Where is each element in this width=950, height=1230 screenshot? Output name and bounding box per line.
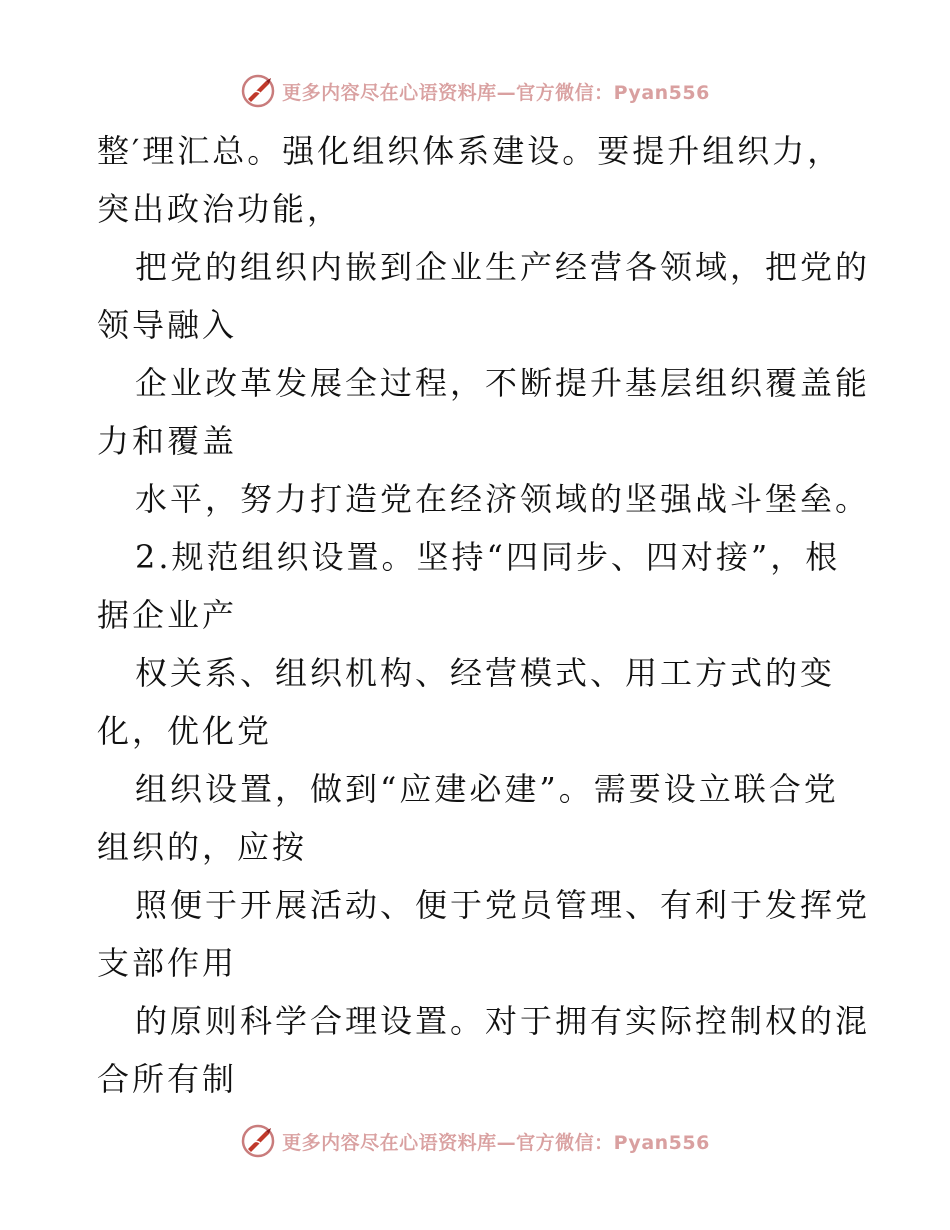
body-line-17: 合所有制 [97, 1060, 238, 1098]
body-line-11: 化，优化党 [97, 712, 273, 750]
watermark-text: 更多内容尽在心语资料库—官方微信：Pyan556 [282, 1131, 710, 1154]
body-line-14: 照便于开展活动、便于党员管理、有利于发挥党 [135, 886, 871, 924]
header-watermark [0, 71, 950, 111]
body-line-9: 据企业产 [97, 596, 238, 634]
watermark-logo-icon [240, 73, 276, 109]
body-line-10: 权关系、组织机构、经营模式、用工方式的变 [135, 654, 836, 692]
body-line-1: 整′理汇总。强化组织体系建设。要提升组织力， [97, 132, 843, 170]
body-line-16: 的原则科学合理设置。对于拥有实际控制权的混 [135, 1002, 871, 1040]
body-line-7: 水平，努力打造党在经济领域的坚强战斗堡垒。 [135, 480, 871, 518]
body-line-12: 组织设置，做到“应建必建”。需要设立联合党 [135, 770, 839, 808]
footer-watermark [0, 1121, 950, 1161]
body-line-2: 突出政治功能， [97, 190, 343, 228]
body-line-5: 企业改革发展全过程，不断提升基层组织覆盖能 [135, 364, 871, 402]
document-body [97, 122, 871, 1108]
body-line-4: 领导融入 [97, 306, 238, 344]
watermark-logo-icon [240, 1123, 276, 1159]
body-line-15: 支部作用 [97, 944, 238, 982]
watermark-text: 更多内容尽在心语资料库—官方微信：Pyan556 [282, 81, 710, 104]
body-line-8: 2.规范组织设置。坚持“四同步、四对接”，根 [135, 538, 841, 576]
body-line-3: 把党的组织内嵌到企业生产经营各领域，把党的 [135, 248, 871, 286]
body-line-13: 组织的，应按 [97, 828, 308, 866]
body-line-6: 力和覆盖 [97, 422, 238, 460]
